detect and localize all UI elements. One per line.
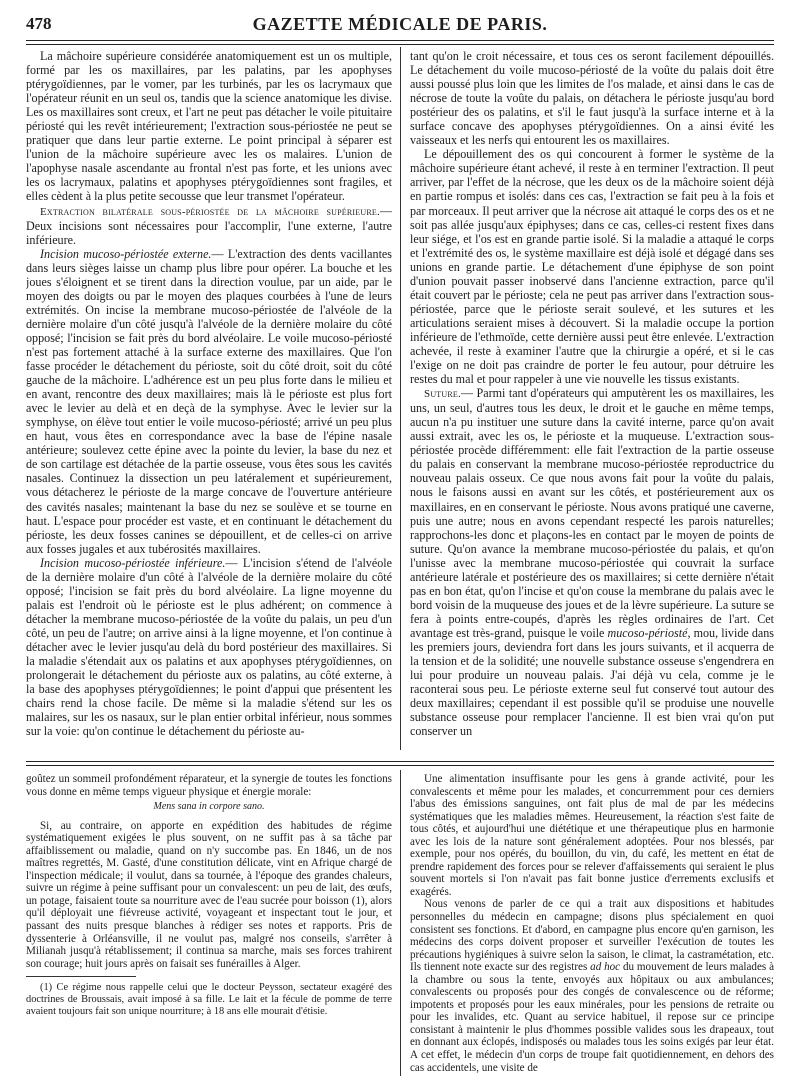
article-column-left [26,49,392,749]
paragraph: Si, au contraire, on apporte en expédition des habitudes de régime systématiquement exigées le plus souvent, on ne suffit pas à sa tâche par affaiblissement ou maladie, quand on n'y succombe pas. En 1846, un de nos maîtres regrettés, M. Gasté, d'une constitution délicate, vint en Afrique chargé de l'inspection médicale; il voulut, dans sa tournée, à l'époque des grandes chaleurs, suivre un régime à peine suffisant pour un convalescent: un peu de lait, des œufs, un potage, faisaient toute sa nourriture avec de l'eau sucrée pour boisson (1), alors qu'il déployait une fiévreuse activité, voyageant et inspectant tout le jour, et passant des nuits presque blanches à rédiger ses notes et rapports. Pris de dyssenterie à Orléansville, il ne voulut pas, malgré nos conseils, s'arrêter à Milianah jusqu'à rétablissement; il continua sa marche, mais ses forces trahirent son courage; huit jours après on faisait ses funérailles à Alger. [26,819,392,970]
paragraph: tant qu'on le croit nécessaire, et tous ces os seront facilement dépouillés. Le détachement du voile mucoso-périosté de la voûte du palais doit être aussi poussé plus loin que les limites de l'os malade, et ainsi dans le cas de nécrose de toute la voûte du palais, on détachera le périoste jusqu'au bord postérieur des os palatins, et s'il le faut jusqu'à la surface interne et à la surface concave des apophyses ptérygoïdiennes. On a ainsi évité les vaisseaux et les nerfs qui entourent les os maxillaires. [410,49,774,148]
paragraph: Nous venons de parler de ce qui a trait aux dispositions et habitudes personnelles du médecin en campagne; disons plus spécialement en quoi consistent ses fonctions. Et d'abord, en campagne plus encore qu'en garnison, les médecins des corps doivent proposer et surveiller l'exécution de toutes les précautions hygiéniques à suivre selon la saison, le climat, la castramétation, etc. Ils tiennent note exacte sur des registres ad hoc du mouvement de leurs malades à la chambre ou sous la tente, envoyés aux hôpitaux ou aux ambulances; convalescents ou proposés pour des congés de convalescence ou de réforme; impotents et proposés pour les eaux minérales, pour les pensions de retraite ou pour les invalides, etc. Quant au service habituel, il repose sur ce principe consistant à maintenir le plus d'hommes possible valides sous les drapeaux, tout en donnant aux éclopés, indisposés ou malades tous les soins exigés par leur état. A cet effet, le médecin d'un corps de troupe fait quotidiennement, en dehors des cas accidentels, une visite de [410,898,774,1073]
paragraph: Le dépouillement des os qui concourent à former le système de la mâchoire supérieure étant achevé, il reste à en terminer l'extraction. Il peut arriver, par l'effet de la nécrose, que les deux os de la mâchoire soient déjà en partie rompus et isolés: dans ces cas, l'extraction se fait peu à la fois et par morceaux. Il peut arriver que la nécrose ait attaqué le corps des os et ne soit pas allée jusqu'aux épiphyses; dans ce cas, celles-ci restent fixes dans leur siége, et l'os est en grande partie isolé. Si la maladie a attaqué le corps et l'extrémité des os, le système maxillaire est déjà isolé et dégagé dans ses unions en grande partie. Le détachement d'une épiphyse de son point d'union pouvait passer inobservé dans l'ancienne extraction, parce qu'il était couvert par le périoste; cela ne peut pas arriver dans l'extraction sous-périostée, parce que le périoste serait soulevé, et les sutures et les articulations seraient mises à découvert. Si la maladie occupe la portion inférieure de l'ethmoïde, cette dernière aussi peut être enlevée. L'extraction achevée, il reste à examiner l'autre que la chirurgie a opéré, et si le cas l'exige on ne doit pas craindre de porter le feu autour, pour détruire les restes du mal et pour rappeler à une vie nouvelle les tissus existants. [410,147,774,387]
section-heading: Suture. [424,388,461,401]
paragraph: Incision mucoso-périostée externe.— L'extraction des dents vacillantes dans leurs sièges laisse un champ plus libre pour opérer. La bouche et les joues s'éloignent et se tirent dans la direction voulue, par un aide, par le moyen des doigts ou par le moyen des plaques courbées à l'une de leurs extrémités. On incise la membrane mucoso-périostée de l'alvéole de la dernière molaire d'un côté jusqu'à l'alvéole de la dernière molaire du côté opposé; l'incision se fait près du bord alvéolaire. Le voile mucoso-périosté n'est pas fortement attaché à la surface externe des maxillaires. Que l'on fasse procéder le détachement du périoste, soit du côté droit, soit du côté gauche de la mâchoire. L'adhérence est un peu plus forte dans le milieu et en avant, rencontre des deux maxillaires; mais là le périoste est plus fort avec le levier au delà et en deçà de la symphyse. Avec le levier sur la symphyse, on élève tout entier le voile mucoso-périosté; arrivé un peu plus en haut, vous êtes en correspondance avec la base de l'épine nasale antérieure; soulevez cette épine avec la pointe du levier, la base du nez et de son cartilage est détachée de la partie osseuse, vous êtes sous les cavités nasales. Continuez la dissection un peu latéralement et supérieurement, vous détacherez le périoste de la marge concave de l'ouverture antérieure des cavités nasales; maintenant la base du nez se soulève et se tourne en haut. L'espace pour procéder est vaste, et en continuant le détachement du périoste, les deux fosses canines se dépouillent, et de celles-ci on arrive aux fosses jugales et aux tubérosités maxillaires. [26,246,392,556]
section-heading: Extraction bilatérale sous-périostée de la mâchoire supérieure. [40,205,380,218]
footnote: (1) Ce régime nous rappelle celui que le docteur Peysson, sectateur exagéré des doctrines de Broussais, avait imposé à sa fille. Le lait et la fécule de pomme de terre avaient toujours fait son unique nourriture; à 18 ans elle mourait d'étisie. [26,982,392,1018]
section-heading: Incision mucoso-périostée inférieure. [40,555,226,570]
section-heading: Incision mucoso-périostée externe. [40,246,212,261]
column-divider [400,47,401,750]
paragraph: Extraction bilatérale sous-périostée de la mâchoire supérieure.— Deux incisions sont nécessaires pour l'accomplir, l'une externe, l'autre inférieure. [26,203,392,247]
article-column-right [410,49,774,749]
feuilleton-column-right [410,773,774,1073]
paragraph: Incision mucoso-périostée inférieure.— L'incision s'étend de l'alvéole de la dernière molaire d'un côté à l'alvéole de la dernière molaire du côté opposé; l'incision se fait près du bord alvéolaire. La ligne moyenne du palais est l'endroit où le périoste est le plus adhérent; on commence à détacher la membrane mucoso-périostée de la voûte du palais, un peu d'un côté, un peu de l'autre; on arrive ainsi à la ligne moyenne, et l'on continue à détacher avec le levier jusqu'au delà du bord postérieur des maxillaires. Si la maladie s'étendait aux os palatins et aux apophyses ptérygoïdiennes, on prolongerait le détachement du périoste aux os palatins, au côté externe, à la base des apophyses ptérygoïdiennes; le point d'appui que présentent les chairs rend la chose facile. De même si la maladie s'étend sur les os malaires, sur les os nasaux, sur le plan entier orbital inférieur, nous sommes sur la voie: qu'on continue le détachement du périoste au- [26,555,392,739]
page-header [26,12,774,38]
feuilleton-column-left [26,773,392,1073]
journal-title: GAZETTE MÉDICALE DE PARIS. [252,14,548,34]
paragraph: Une alimentation insuffisante pour les gens à grande activité, pour les convalescents et même pour les malades, et concurremment pour ces derniers l'abus des émissions sanguines, ont fait plus de mal de par les médecins systématiques que les maladies mêmes. Heureusement, la réaction s'est faite de tous côtés, et aujourd'hui une diététique et une thérapeutique plus en harmonie avec les lois de la nature sont généralement adoptées. Pour nos blessés, par exemple, pour nos opérés, du bouillon, du vin, du café, les mettent en état de prendre rapidement des forces pour se relever d'affaissements qui seraient le plus souvent mortels si l'on n'avait pas fait bonne justice d'errements exclusifs et exagérés. [410,773,774,898]
paragraph: La mâchoire supérieure considérée anatomiquement est un os multiple, formé par les os maxillaires, par les palatins, par les apophyses ptérygoïdiennes, par le vomer, par les turbinés, par les os lacrymaux que l'opérateur réunit en un seul os, tandis que la science anatomique les divise. Les os maxillaires sont creux, et l'art ne peut pas détacher le voile pituitaire périosté qui les revêt intérieurement; l'extraction sous-périostée ne peut se pratiquer que dans leur partie externe. Le point principal à séparer est l'union de la mâchoire supérieure avec les os malaires. L'union de l'apophyse nasale ascendante au frontal n'est pas forte, et les unions avec les os lacrymaux, palatins et apophyses ptérygoïdiennes sont fragiles, et elles cèdent à la plus petite secousse que leur transmet l'opérateur. [26,49,392,204]
paragraph: goûtez un sommeil profondément réparateur, et la synergie de toutes les fonctions vous donne en même temps vigueur physique et énergie morale: [26,773,392,798]
column-divider [400,770,401,1076]
footnote-rule [26,976,136,977]
feuilleton-double-rule [26,761,774,766]
motto: Mens sana in corpore sano. [153,801,265,813]
header-double-rule [26,40,774,45]
paragraph: Suture.— Parmi tant d'opérateurs qui amputèrent les os maxillaires, les uns, un seul, d'autres tous les deux, le droit et le gauche en même temps, aucun n'a pu instituer une suture dans la cavité interne, parce qu'on avait aussi extrait, avec les os, le périoste et la muqueuse. L'extraction sous-périostée procède différemment: elle fait l'extraction de la partie osseuse du palais en conservant la membrane mucoso-périostée reproductrice du nouveau palais osseux. Ce que nous avons fait pour la voûte du palais, nous le faisons aussi en avant sur les côtés, et postérieurement aux os maxillaires, en en conservant le périoste. Nous avons pratiqué une caverne, puis une autre; nous en avons cependant respecté les parois naturelles; rapprochons-les donc et plaçons-les en contact par le moyen de points de suture. Qu'on avance la membrane mucoso-périostée du palais, et qu'on l'unisse avec la membrane mucoso-périostée qui couvrait la surface antérieure latérale et postérieure des os maxillaires; si cette dernière n'était pas en bon état, qu'on l'incise et qu'on couse la membrane du palais avec le bord voisin de la muqueuse des joues et de la lèvre supérieure. La suture se fera à points entre-coupés, d'après les règles ordinaires de l'art. Cet avantage est très-grand, puisque le voile mucoso-périosté, mou, livide dans les premiers jours, deviendra fort dans les jours suivants, et il acquerra de la tension et de la solidité; une nouvelle substance osseuse s'engendrera en lui pour produire un nouveau palais. J'ai déjà vu cela, comme je le raconterai sous peu. Le périoste externe seul fut conservé tout autour des deux maxillaires; cependant il est possible qu'il se produise une nouvelle substance osseuse pour remplacer l'ancienne. Il est bien vrai qu'on put conserver un [410,386,774,739]
page-number: 478 [26,14,52,33]
